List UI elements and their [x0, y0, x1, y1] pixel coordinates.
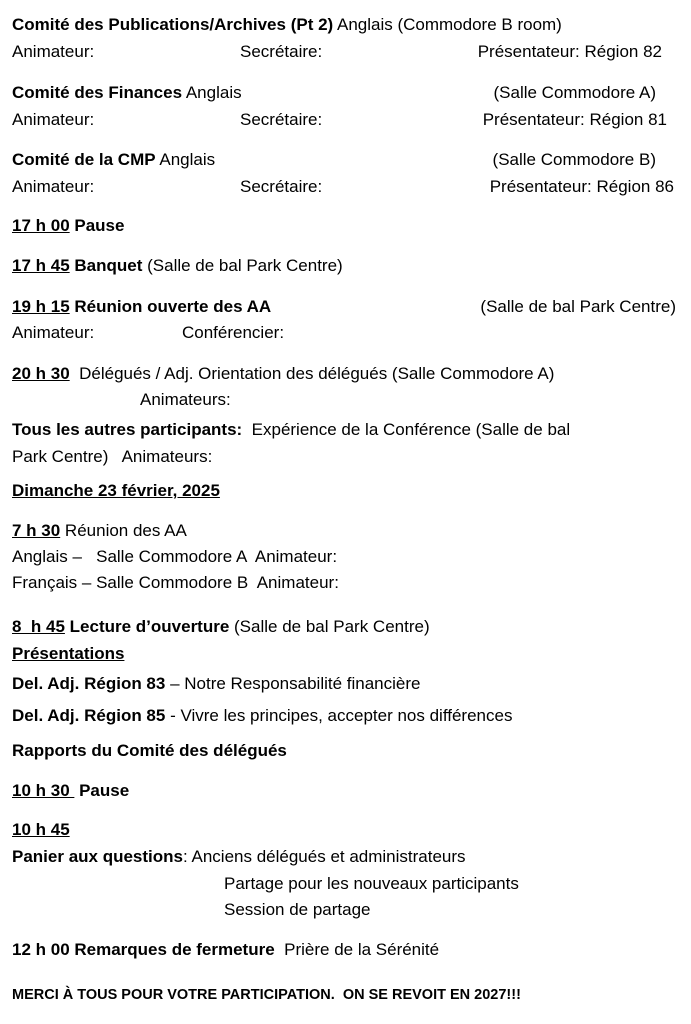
- reunion-aa: [12, 520, 187, 542]
- event-label: Tous les autres participants:: [12, 420, 243, 439]
- presenter: Del. Adj. Région 85: [12, 706, 166, 725]
- committee-title: Comité des Finances: [12, 83, 183, 102]
- time: 7 h 30: [12, 521, 61, 540]
- time: 17 h 00: [12, 216, 70, 235]
- lecture-ouverture: [12, 616, 430, 638]
- event-room: (Salle de bal Park Centre): [142, 256, 343, 275]
- time: 8 h 45: [12, 617, 65, 636]
- event-text: Partage pour les nouveaux participants: [224, 874, 519, 893]
- fermeture: [12, 939, 439, 961]
- event-label: Réunion des AA: [60, 521, 187, 540]
- pause-1030: [12, 780, 129, 802]
- animateur-label: Animateur:: [12, 177, 95, 196]
- committee-language: Anglais: [155, 150, 216, 169]
- topic: – Notre Responsabilité financière: [165, 674, 421, 693]
- publications-committee: [12, 14, 562, 36]
- rapports-heading: Rapports du Comité des délégués: [12, 741, 287, 760]
- aa-anglais: Anglais – Salle Commodore A Animateur:: [12, 547, 338, 566]
- event-text: Park Centre) Animateurs:: [12, 447, 213, 466]
- event-text: Session de partage: [224, 900, 371, 919]
- secretaire-label: Secrétaire:: [240, 110, 323, 129]
- committee-title: Comité des Publications/Archives (Pt 2): [12, 15, 334, 34]
- animateur-label: Animateur:: [12, 42, 95, 61]
- pause-1700: [12, 215, 124, 237]
- conferencier-label: Conférencier:: [182, 323, 285, 342]
- committee-room: (Salle Commodore A): [493, 83, 656, 102]
- presentations-heading: Présentations: [12, 644, 125, 663]
- event-label: Pause: [69, 216, 125, 235]
- event-label: Banquet: [69, 256, 143, 275]
- event-text: Prière de la Sérénité: [274, 940, 440, 959]
- committee-room: (Salle Commodore B): [492, 150, 656, 169]
- secretaire-label: Secrétaire:: [240, 177, 323, 196]
- event-text: Expérience de la Conférence (Salle de bal: [242, 420, 571, 439]
- animateur-label: Animateur:: [12, 323, 95, 342]
- closing-message: MERCI À TOUS POUR VOTRE PARTICIPATION. ON SE REVOIT EN 2027!!!: [12, 987, 521, 1003]
- day-heading: Dimanche 23 février, 2025: [12, 481, 220, 500]
- event-label: Lecture d’ouverture: [64, 617, 230, 636]
- time: 10 h 45: [12, 820, 70, 839]
- presentateur-label: Présentateur: Région 81: [482, 110, 667, 129]
- finances-committee: [12, 82, 242, 104]
- aa-francais: Français – Salle Commodore B Animateur:: [12, 573, 339, 592]
- committee-title: Comité de la CMP: [12, 150, 156, 169]
- secretaire-label: Secrétaire:: [240, 42, 323, 61]
- presentation-item: [12, 673, 421, 695]
- presentateur-label: Présentateur: Région 82: [477, 42, 662, 61]
- time: 10 h 30: [12, 781, 75, 800]
- event-label: Réunion ouverte des AA: [69, 297, 272, 316]
- autres-participants: [12, 419, 570, 441]
- committee-language: Anglais: [182, 83, 242, 102]
- committee-room: Anglais (Commodore B room): [333, 15, 562, 34]
- event-label: Pause: [74, 781, 130, 800]
- cmp-committee: [12, 149, 215, 171]
- event-text: : Anciens délégués et administrateurs: [183, 847, 466, 866]
- topic: - Vivre les principes, accepter nos différences: [165, 706, 513, 725]
- event-room: (Salle de bal Park Centre): [480, 297, 676, 316]
- panier-questions: [12, 846, 466, 868]
- event-label: Panier aux questions: [12, 847, 183, 866]
- event-label: 12 h 00 Remarques de fermeture: [12, 940, 275, 959]
- event-label: Délégués / Adj. Orientation des délégués (Salle Commodore A): [69, 364, 555, 383]
- reunion-ouverte: [12, 296, 271, 318]
- event-room: (Salle de bal Park Centre): [229, 617, 430, 636]
- presentateur-label: Présentateur: Région 86: [489, 177, 674, 196]
- time: 20 h 30: [12, 364, 70, 383]
- time: 19 h 15: [12, 297, 70, 316]
- animateurs-label: Animateurs:: [140, 390, 231, 409]
- time: 17 h 45: [12, 256, 70, 275]
- orientation: [12, 363, 554, 385]
- presentation-item: [12, 705, 512, 727]
- animateur-label: Animateur:: [12, 110, 95, 129]
- banquet: [12, 255, 343, 277]
- presenter: Del. Adj. Région 83: [12, 674, 166, 693]
